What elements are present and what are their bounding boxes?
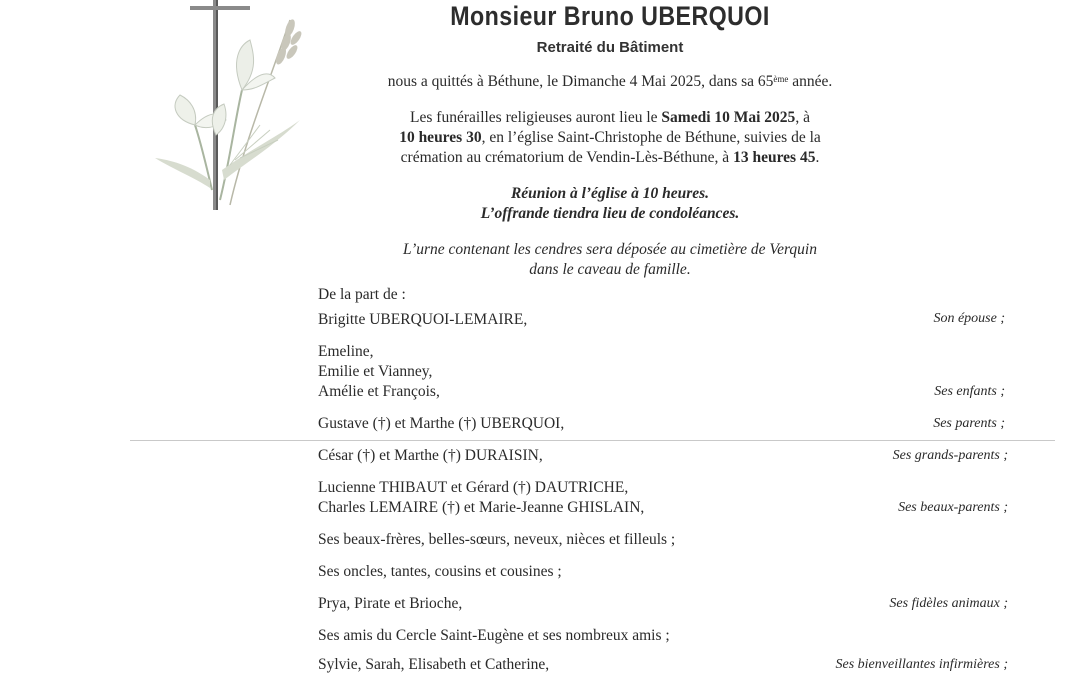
urn-line-2: dans le caveau de famille. (529, 261, 691, 278)
death-text-end: année. (788, 73, 833, 90)
meeting-line-1: Réunion à l’église à 10 heures. (510, 185, 710, 202)
death-text: nous a quittés à Béthune, le Dimanche 4 Mai 2025, dans sa 65 (387, 73, 774, 90)
family-intro: De la part de : (318, 286, 406, 303)
child-name: Emilie et Vianney, (318, 363, 433, 380)
in-laws-names-2: Charles LEMAIRE (†) et Marie-Jeanne GHISLAIN, (318, 499, 645, 516)
funeral-text: crémation au crématorium de Vendin-Lès-Béthune, à (400, 149, 734, 166)
funeral-text: . (815, 149, 820, 166)
child-name: Amélie et François, (318, 383, 440, 400)
child-name: Emeline, (318, 343, 374, 360)
funeral-line-1 (300, 108, 920, 127)
funeral-text: , en l’église Saint-Christophe de Béthune, suivies de la (481, 129, 821, 146)
in-laws-names-1: Lucienne THIBAUT et Gérard (†) DAUTRICHE, (318, 479, 629, 496)
deceased-name: Monsieur Bruno UBERQUOI (450, 1, 770, 31)
nurses-role: Ses bienveillantes infirmières ; (835, 657, 1008, 672)
ordinal-suffix: ème (773, 74, 789, 84)
children-role: Ses enfants ; (934, 384, 1005, 399)
nurses-names: Sylvie, Sarah, Elisabeth et Catherine, (318, 656, 550, 673)
funeral-date: Samedi 10 Mai 2025 (661, 109, 796, 126)
funeral-time: 10 heures 30 (399, 129, 482, 146)
cremation-time: 13 heures 45 (733, 149, 816, 166)
funeral-text: Les funérailles religieuses auront lieu le (410, 109, 662, 126)
siblings-in-law: Ses beaux-frères, belles-sœurs, neveux, nièces et filleuls ; (318, 531, 676, 548)
parents-role: Ses parents ; (933, 416, 1005, 431)
funeral-text: , à (795, 109, 810, 126)
page-fold-line (130, 440, 1055, 441)
urn-line-1: L’urne contenant les cendres sera déposée au cimetière de Verquin (403, 241, 817, 258)
parents-names: Gustave (†) et Marthe (†) UBERQUOI, (318, 415, 565, 432)
funeral-line-2 (300, 128, 920, 147)
pets-role: Ses fidèles animaux ; (889, 596, 1008, 611)
grandparents-role: Ses grands-parents ; (892, 448, 1008, 463)
grandparents-names: César (†) et Marthe (†) DURAISIN, (318, 447, 543, 464)
friends: Ses amis du Cercle Saint-Eugène et ses nombreux amis ; (318, 627, 670, 644)
spouse-name: Brigitte UBERQUOI-LEMAIRE, (318, 311, 528, 328)
deceased-occupation: Retraité du Bâtiment (536, 39, 684, 56)
in-laws-role: Ses beaux-parents ; (898, 500, 1008, 515)
extended-family: Ses oncles, tantes, cousins et cousines ; (318, 563, 562, 580)
spouse-role: Son épouse ; (933, 311, 1005, 326)
death-announcement (300, 72, 920, 91)
meeting-line-2: L’offrande tiendra lieu de condoléances. (480, 205, 740, 222)
funeral-line-3 (300, 148, 920, 167)
pets-names: Prya, Pirate et Brioche, (318, 595, 463, 612)
